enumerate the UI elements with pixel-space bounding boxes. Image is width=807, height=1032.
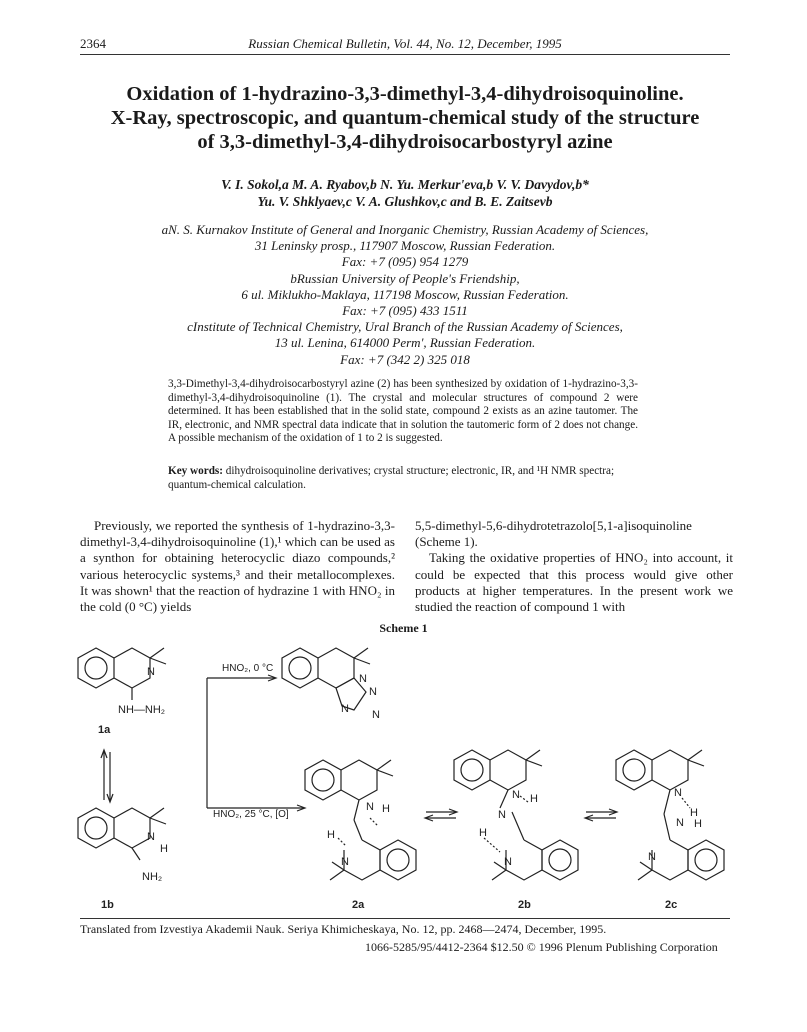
atom-label: N	[147, 666, 155, 678]
tetrazolo-product-structure	[282, 648, 370, 710]
atom-label: H	[694, 818, 702, 830]
atom-label: N	[498, 809, 506, 821]
equilibrium-arrows-1a-1b	[101, 750, 113, 802]
atom-label: N	[676, 817, 684, 829]
affiliation-line: Fax: +7 (095) 954 1279	[341, 254, 469, 270]
paper-title	[80, 82, 730, 154]
compound-label-1b: 1b	[101, 899, 114, 910]
atom-label: N	[648, 851, 656, 863]
translation-note: Translated from Izvestiya Akademii Nauk. Seriya Khimicheskaya, No. 12, pp. 2468—2474, December, 1995.	[80, 922, 607, 936]
header-rule	[80, 54, 730, 55]
atom-label: N	[674, 787, 682, 799]
abstract: 3,3-Dimethyl-3,4-dihydroisocarbostyryl azine (2) has been synthesized by oxidation of 1-hydrazino-3,3-dimethyl-3,4-dihydroisoquinoline (1). The crystal and molecular structures of compound 2 were determined. It has been established that in the solid state, compound 2 exists as an azine tautomer. The IR, electronic, and NMR spectral data indicate that in solution the tautomeric form of 2 does not change. A possible mechanism of the oxidation of 1 to 2 is suggested.	[168, 378, 638, 445]
atom-label: NH—NH₂	[118, 704, 166, 716]
atom-label: N	[369, 686, 377, 698]
atom-label: N	[366, 801, 374, 813]
copyright-line: 1066-5285/95/4412-2364 $12.50 © 1996 Plenum Publishing Corporation	[365, 940, 718, 954]
affiliation-line: 6 ul. Miklukho-Maklaya, 117198 Moscow, Russian Federation.	[241, 286, 569, 302]
atom-label: H	[160, 843, 168, 855]
atom-label: N	[359, 673, 367, 685]
affiliation-line: cInstitute of Technical Chemistry, Ural Branch of the Russian Academy of Sciences,	[187, 319, 623, 335]
affiliation-line: Fax: +7 (342 2) 325 018	[340, 351, 470, 367]
atom-label: H	[479, 827, 487, 839]
body-paragraph: Taking the oxidative properties of HNO₂ into account, it could be expected that this process would give other products at higher temperatures. In the present work we studied the reaction of compound 1 with	[415, 550, 733, 615]
affiliation-line: aN. S. Kurnakov Institute of General and Inorganic Chemistry, Russian Academy of Sciences,	[161, 222, 649, 237]
atom-label: H	[382, 803, 390, 815]
atom-label: N	[504, 856, 512, 868]
compound-label-2c: 2c	[665, 899, 678, 910]
authors-line-1: V. I. Sokol,a M. A. Ryabov,b N. Yu. Merkur'eva,b V. V. Davydov,b*	[221, 177, 589, 192]
body-right-column	[415, 518, 733, 615]
body-paragraph: 5,5-dimethyl-5,6-dihydrotetrazolo[5,1-a]isoquinoline (Scheme 1).	[415, 518, 692, 550]
reagent-label: HNO₂, 0 °C	[222, 663, 274, 674]
atom-label: H	[530, 793, 538, 805]
author-list	[80, 176, 730, 210]
equilibrium-arrows-2a-2b	[425, 809, 457, 821]
title-line-2: X-Ray, spectroscopic, and quantum-chemical study of the structure	[110, 107, 700, 129]
reaction-scheme	[0, 630, 807, 910]
affiliation-line: bRussian University of People's Friendship,	[290, 270, 520, 286]
keywords-label: Key words:	[168, 465, 223, 477]
atom-label: N	[341, 856, 349, 868]
atom-label: H	[690, 807, 698, 819]
atom-label: N	[147, 831, 155, 843]
atom-label: N	[372, 709, 380, 721]
compound-2a-structure	[305, 760, 416, 880]
affiliation-line: 31 Leninsky prosp., 117907 Moscow, Russian Federation.	[254, 238, 556, 254]
title-line-1: Oxidation of 1-hydrazino-3,3-dimethyl-3,4-dihydroisoquinoline.	[126, 83, 684, 105]
affiliation-line: Fax: +7 (095) 433 1511	[342, 303, 468, 319]
reaction-arrows	[207, 675, 305, 811]
equilibrium-arrows-2b-2c	[585, 809, 617, 821]
title-line-3: of 3,3-dimethyl-3,4-dihydroisocarbostyryl azine	[197, 131, 613, 153]
compound-label-1a: 1a	[98, 724, 111, 736]
atom-label: H	[327, 829, 335, 841]
reagent-label: HNO₂, 25 °C, [O]	[213, 809, 289, 820]
body-left-column	[80, 518, 395, 615]
atom-label: N	[341, 703, 349, 715]
atom-label: N	[512, 789, 520, 801]
compound-2b-structure	[454, 750, 578, 880]
page-number: 2364	[80, 36, 106, 51]
keywords-text: dihydroisoquinoline derivatives; crystal structure; electronic, IR, and ¹H NMR spectra; quantum-chemical calculation.	[168, 465, 615, 491]
affiliations	[80, 222, 730, 368]
compound-2c-structure	[616, 750, 724, 880]
affiliation-line: 13 ul. Lenina, 614000 Perm', Russian Federation.	[274, 335, 536, 351]
body-paragraph: Previously, we reported the synthesis of 1-hydrazino-3,3-dimethyl-3,4-dihydroisoquinoline (1),¹ which can be used as a synthon for obtaining heterocyclic diazo compounds,² various heterocyclic systems,³ and their metallocomplexes. It was shown¹ that the reaction of hydrazine 1 with HNO₂ in the cold (0 °C) yields	[80, 518, 395, 615]
compound-label-2b: 2b	[518, 899, 531, 910]
atom-label: NH₂	[142, 871, 163, 883]
authors-line-2: Yu. V. Shklyaev,c V. A. Glushkov,c and B. E. Zaitsevb	[257, 194, 553, 209]
journal-citation: Russian Chemical Bulletin, Vol. 44, No. 12, December, 1995	[248, 36, 562, 51]
footer-rule	[80, 918, 730, 919]
scheme-title: Scheme 1	[379, 621, 428, 635]
compound-label-2a: 2a	[352, 899, 365, 910]
keywords	[168, 465, 638, 492]
